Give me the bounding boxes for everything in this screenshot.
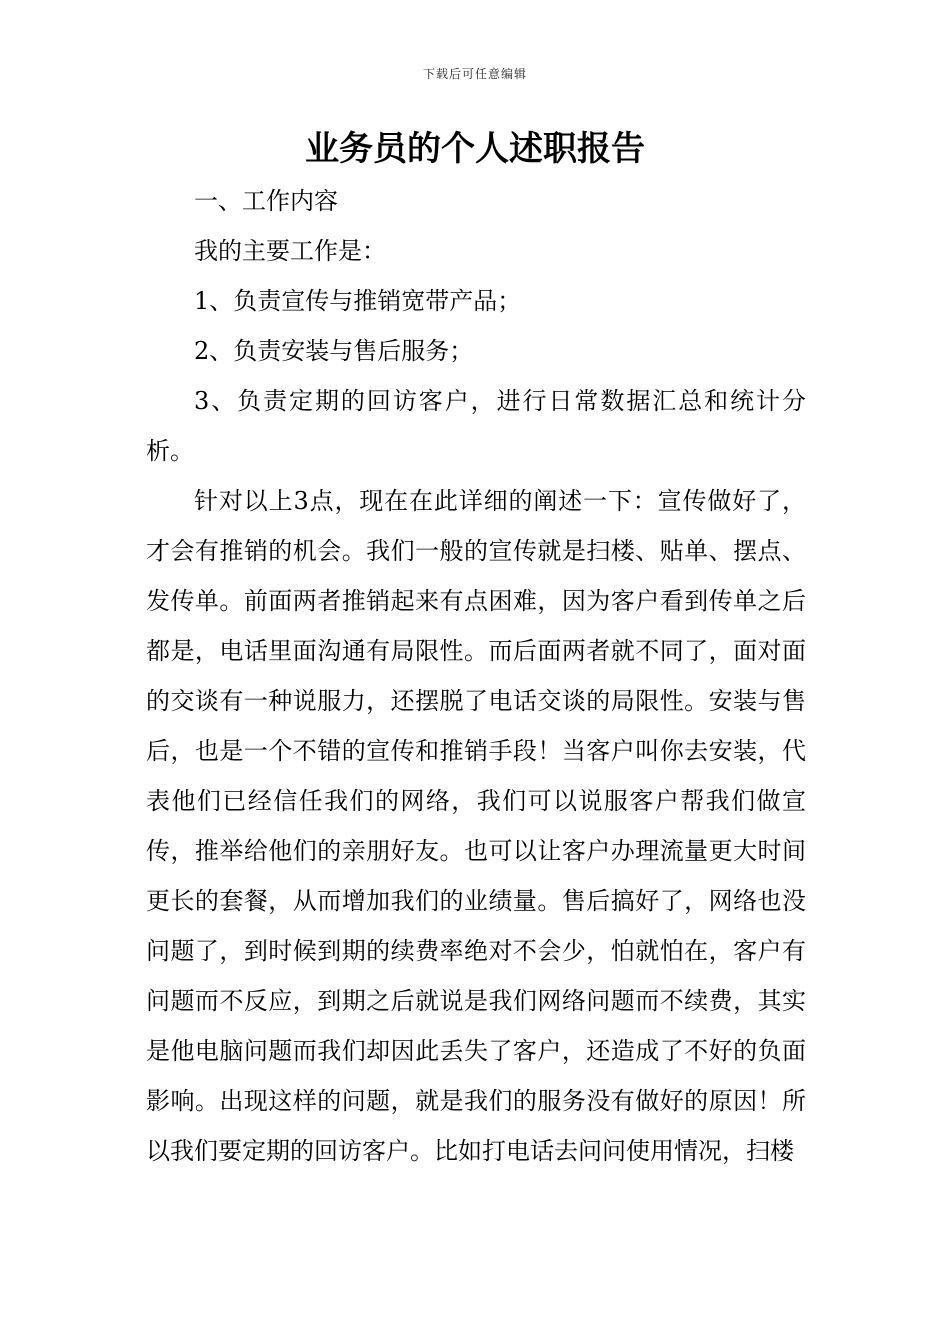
list-item-1: 1、负责宣传与推销宽带产品； [194, 287, 522, 315]
document-title: 业务员的个人述职报告 [305, 129, 645, 169]
page-header-note: 下载后可任意编辑 [422, 67, 527, 81]
section-heading-work-content: 一、工作内容 [194, 187, 338, 215]
list-item-3: 3、负责定期的回访客户，进行日常数据汇总和统计分析。 [146, 387, 806, 465]
paragraph-detail: 针对以上3点，现在在此详细的阐述一下：宣传做好了，才会有推销的机会。我们一般的宣传就是扫楼、贴单、摆点、发传单。前面两者推销起来有点困难，因为客户看到传单之后都是，电话里面沟通有局限性。而后面两者就不同了，面对面的交谈有一种说服力，还摆脱了电话交谈的局限性。安装与售后，也是一个不错的宣传和推销手段！当客户叫你去安装，代表他们已经信任我们的网络，我们可以说服客户帮我们做宣传，推举给他们的亲朋好友。也可以让客户办理流量更大时间更长的套餐，从而增加我们的业绩量。售后搞好了，网络也没问题了，到时候到期的续费率绝对不会少，怕就怕在，客户有问题而不反应，到期之后就说是我们网络问题而不续费，其实是他电脑问题而我们却因此丢失了客户，还造成了不好的负面影响。出现这样的问题，就是我们的服务没有做好的原因！所以我们要定期的回访客户。比如打电话去问问使用情况，扫楼 [146, 487, 806, 1165]
paragraph-main-work-intro: 我的主要工作是： [194, 237, 386, 265]
document-body [146, 176, 806, 1176]
list-item-2: 2、负责安装与售后服务； [194, 337, 474, 365]
